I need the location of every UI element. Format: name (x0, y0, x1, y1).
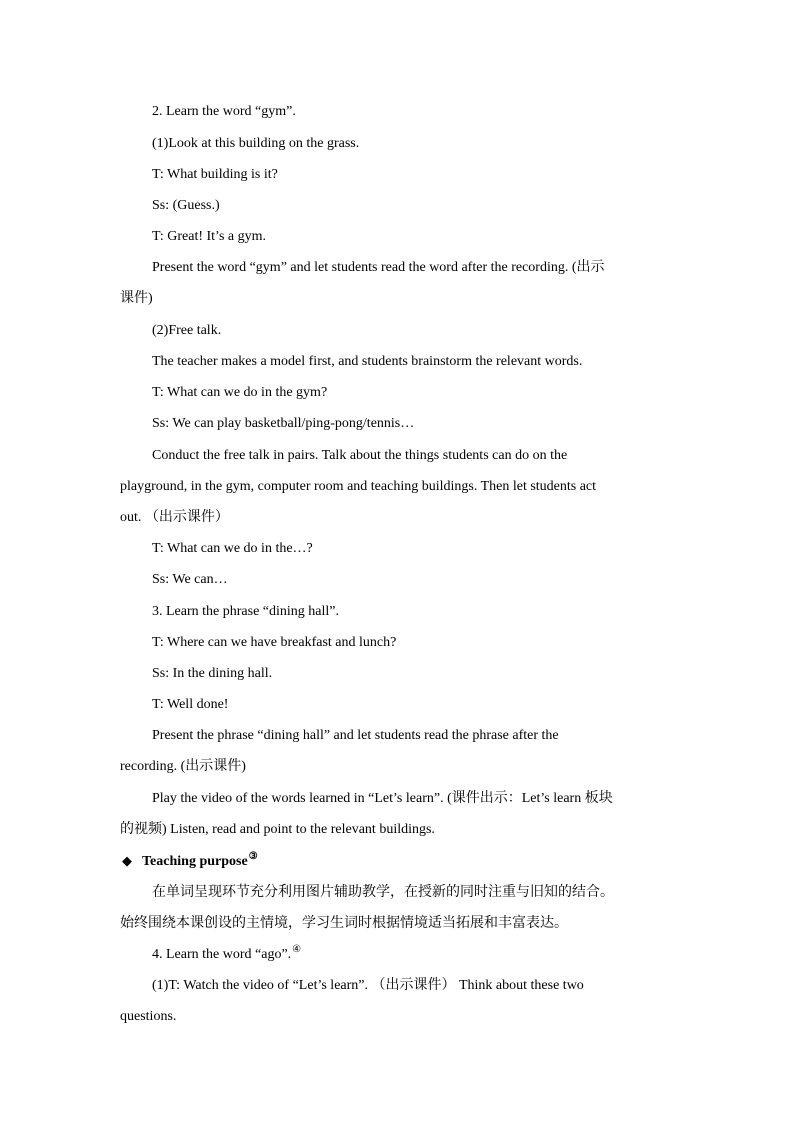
heading-text: Teaching purpose (142, 854, 248, 869)
text-line: recording. (出示课件) (120, 759, 246, 774)
footnote-marker: ③ (248, 851, 258, 862)
text-line: Ss: We can… (152, 572, 228, 587)
text-line: 的视频) Listen, read and point to the relevant buildings. (120, 822, 435, 837)
text-line: T: Where can we have breakfast and lunch? (152, 635, 397, 650)
text-line-with-note (152, 946, 680, 965)
text-line: Ss: In the dining hall. (152, 666, 273, 681)
text-line: Ss: (Guess.) (152, 198, 220, 213)
text-line: Present the phrase “dining hall” and let students read the phrase after the (152, 728, 559, 743)
text-line: T: Great! It’s a gym. (152, 229, 266, 244)
text-line: (2)Free talk. (152, 323, 222, 338)
text-line: The teacher makes a model first, and students brainstorm the relevant words. (152, 354, 583, 369)
text-line: T: Well done! (152, 697, 229, 712)
text-line: 课件) (120, 291, 153, 306)
text-line: T: What building is it? (152, 167, 278, 182)
text-line: (1)T: Watch the video of “Let’s learn”. （出示课件） Think about these two (152, 978, 584, 993)
section-heading (122, 852, 682, 872)
text-line: 3. Learn the phrase “dining hall”. (152, 604, 339, 619)
text-line: 在单词呈现环节充分利用图片辅助教学，在授新的同时注重与旧知的结合。 (152, 884, 614, 900)
text-line: (1)Look at this building on the grass. (152, 136, 360, 151)
text-line: Present the word “gym” and let students read the word after the recording. (出示 (152, 260, 605, 275)
text-line: 2. Learn the word “gym”. (152, 104, 296, 119)
text-line: Play the video of the words learned in “Let’s learn”. (课件出示：Let’s learn 板块 (152, 791, 613, 806)
text-line: questions. (120, 1009, 177, 1024)
text-line: T: What can we do in the gym? (152, 385, 328, 400)
text-line: T: What can we do in the…? (152, 541, 313, 556)
footnote-marker: ④ (292, 944, 302, 955)
text-line: out. （出示课件） (120, 510, 229, 525)
text-line: Conduct the free talk in pairs. Talk about the things students can do on the (152, 448, 568, 463)
text-line: 始终围绕本课创设的主情境，学习生词时根据情境适当拓展和丰富表达。 (120, 915, 568, 931)
text-line: playground, in the gym, computer room and teaching buildings. Then let students act (120, 479, 597, 494)
text-line: Ss: We can play basketball/ping-pong/tennis… (152, 416, 415, 431)
diamond-bullet-icon: ◆ (122, 853, 132, 868)
text-line: 4. Learn the word “ago”. (152, 947, 292, 962)
